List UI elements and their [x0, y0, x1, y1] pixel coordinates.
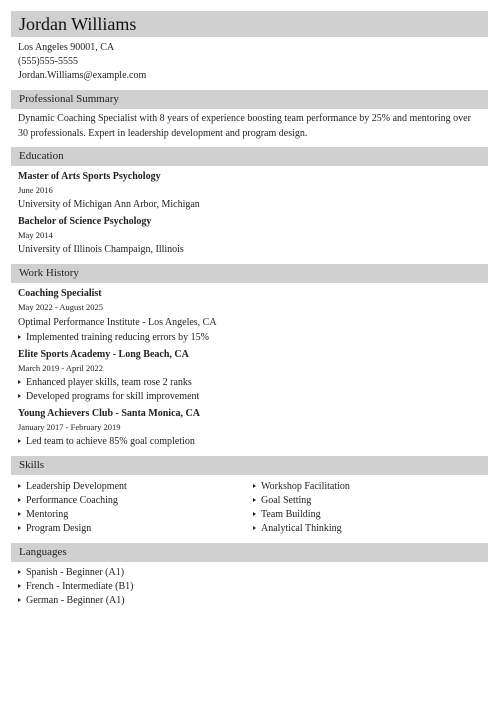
education-date: May 2014	[18, 230, 53, 240]
language-item: Spanish - Beginner (A1)	[18, 566, 124, 579]
bullet-icon	[18, 570, 21, 574]
bullet-icon	[18, 394, 21, 398]
education-degree: Master of Arts Sports Psychology	[18, 171, 161, 182]
skill-item: Performance Coaching	[18, 494, 118, 507]
language-item: German - Beginner (A1)	[18, 594, 125, 607]
bullet-icon	[18, 498, 21, 502]
address: Los Angeles 90001, CA	[18, 42, 115, 53]
skill-item: Analytical Thinking	[253, 522, 342, 535]
bullet-icon	[253, 498, 256, 502]
section-heading-summary: Professional Summary	[11, 90, 488, 109]
bullet-icon	[18, 512, 21, 516]
bullet-icon	[18, 526, 21, 530]
bullet-icon	[18, 484, 21, 488]
education-school: University of Illinois Champaign, Illinois	[18, 244, 184, 255]
bullet-icon	[18, 380, 21, 384]
skill-item: Leadership Development	[18, 480, 127, 493]
job-title: Coaching Specialist	[18, 288, 102, 299]
bullet-icon	[253, 484, 256, 488]
job-bullet: Led team to achieve 85% goal completion	[18, 435, 195, 448]
skill-item: Workshop Facilitation	[253, 480, 350, 493]
bullet-icon	[18, 439, 21, 443]
section-heading-skills: Skills	[11, 456, 488, 475]
job-bullet: Enhanced player skills, team rose 2 ranks	[18, 376, 192, 389]
job-dates: March 2019 - April 2022	[18, 363, 103, 373]
candidate-name: Jordan Williams	[19, 14, 137, 34]
skill-item: Mentoring	[18, 508, 68, 521]
phone: (555)555-5555	[18, 56, 78, 67]
job-dates: May 2022 - August 2025	[18, 302, 103, 312]
email: Jordan.Williams@example.com	[18, 70, 147, 81]
summary-text: Dynamic Coaching Specialist with 8 years of experience boosting team performance by 25% and mentoring over 30 professionals. Expert in leadership development and program design.	[18, 113, 471, 139]
bullet-icon	[18, 598, 21, 602]
section-heading-education: Education	[11, 147, 488, 166]
bullet-icon	[18, 584, 21, 588]
bullet-icon	[253, 526, 256, 530]
job-title: Young Achievers Club - Santa Monica, CA	[18, 408, 200, 419]
education-school: University of Michigan Ann Arbor, Michigan	[18, 199, 200, 210]
education-date: June 2016	[18, 185, 53, 195]
job-company: Optimal Performance Institute - Los Angeles, CA	[18, 317, 217, 328]
education-degree: Bachelor of Science Psychology	[18, 216, 152, 227]
bullet-icon	[18, 335, 21, 339]
job-title: Elite Sports Academy - Long Beach, CA	[18, 349, 189, 360]
job-bullet: Developed programs for skill improvement	[18, 390, 199, 403]
job-dates: January 2017 - February 2019	[18, 422, 121, 432]
skill-item: Goal Setting	[253, 494, 311, 507]
skill-item: Team Building	[253, 508, 321, 521]
language-item: French - Intermediate (B1)	[18, 580, 133, 593]
section-heading-work-history: Work History	[11, 264, 488, 283]
name-header-bar	[11, 11, 488, 37]
section-heading-languages: Languages	[11, 543, 488, 562]
bullet-icon	[253, 512, 256, 516]
skill-item: Program Design	[18, 522, 91, 535]
job-bullet: Implemented training reducing errors by 15%	[18, 331, 209, 344]
